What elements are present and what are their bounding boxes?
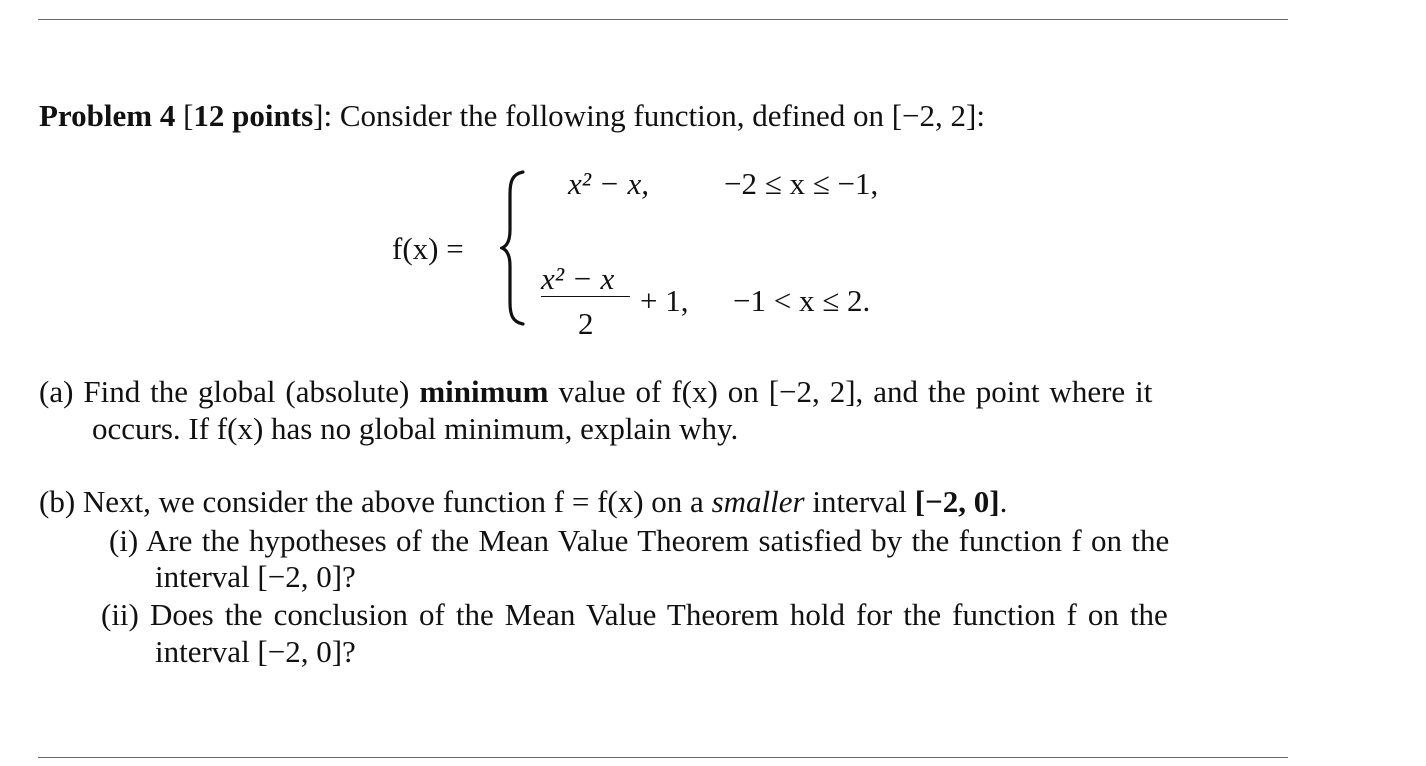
part-a-line2: occurs. If f(x) has no global minimum, explain why. (92, 411, 739, 446)
part-b-i-text: Are the hypotheses of the Mean Value Theorem satisfied by the function f on the (145, 523, 1170, 558)
part-a-text-after: value of f(x) on [−2, 2], and the point where it (558, 374, 1153, 409)
part-b-end-punct: . (999, 484, 1008, 519)
part-b-marker: (b) (39, 484, 76, 519)
part-a-marker: (a) (39, 374, 74, 409)
case2-tail: + 1, (640, 283, 689, 318)
part-b-text-middle: interval (812, 484, 908, 519)
bottom-divider (38, 757, 1288, 758)
part-a-text-before: Find the global (absolute) (83, 374, 410, 409)
part-b-ii-marker: (ii) (101, 597, 139, 632)
part-b-bold-interval: [−2, 0] (914, 484, 1000, 519)
points-close-bracket: ]: (313, 98, 333, 133)
part-b-i-line1 (109, 525, 1169, 556)
part-b-ii-line1 (101, 599, 1168, 630)
function-name: f(x) = (392, 231, 464, 266)
problem-heading (39, 100, 985, 131)
part-b-line1 (39, 486, 1007, 517)
problem-points: 12 points (193, 98, 314, 133)
case2-denominator: 2 (578, 306, 594, 341)
problem-label: Problem 4 (39, 98, 176, 133)
fraction-bar (541, 296, 630, 297)
part-b-i-marker: (i) (109, 523, 139, 558)
case2-condition: −1 < x ≤ 2. (733, 283, 871, 318)
case1-expression: x² − x, (568, 166, 649, 201)
top-divider (38, 19, 1288, 20)
problem-intro: Consider the following function, defined on [−2, 2]: (339, 98, 985, 133)
part-b-italic-word: smaller (711, 484, 805, 519)
part-b-i-line2: interval [−2, 0]? (155, 559, 356, 594)
part-b-text-before: Next, we consider the above function f = f(x) on a (82, 484, 704, 519)
points-open-bracket: [ (183, 98, 194, 133)
part-b-ii-line2: interval [−2, 0]? (155, 634, 356, 669)
left-brace-icon (500, 170, 526, 326)
part-b-ii-text: Does the conclusion of the Mean Value Theorem hold for the function f on the (149, 597, 1168, 632)
part-a-line1 (39, 376, 1152, 407)
part-a-bold-word: minimum (419, 374, 549, 409)
case1-condition: −2 ≤ x ≤ −1, (724, 166, 879, 201)
case2-numerator: x² − x (541, 261, 615, 296)
